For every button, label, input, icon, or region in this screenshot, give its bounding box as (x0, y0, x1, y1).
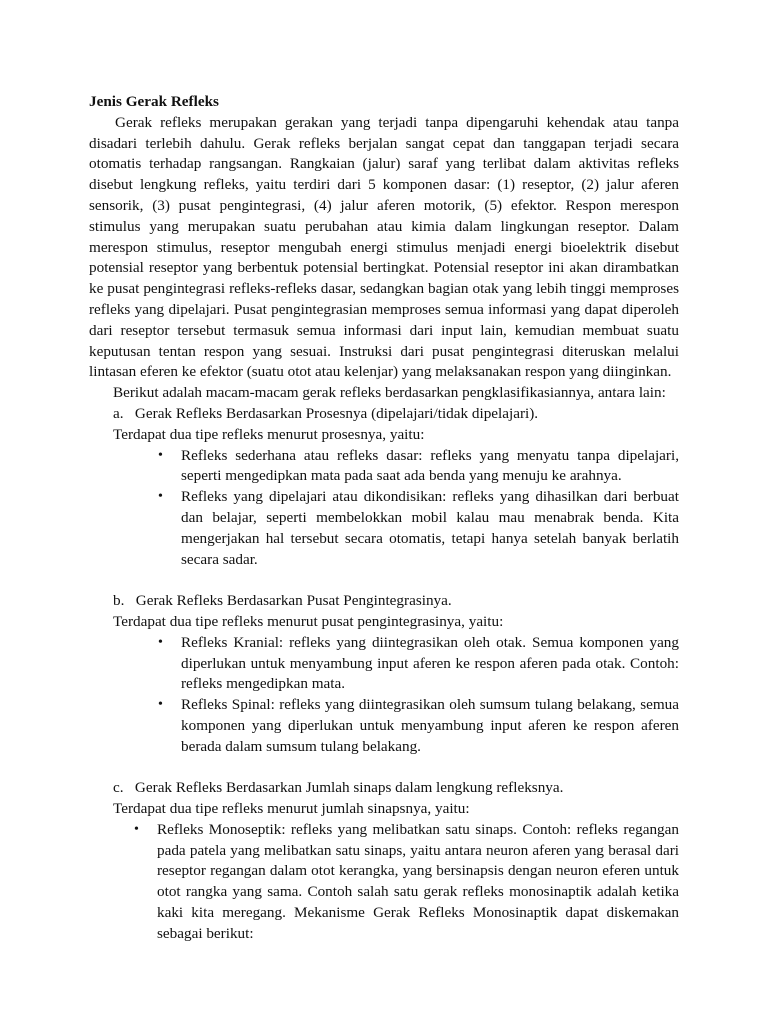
list-item (134, 820, 679, 945)
list-item-text: Refleks sederhana atau refleks dasar: refleks yang menyatu tanpa dipelajari, seperti mengedipkan mata pada saat ada benda yang menuju ke arahnya. (181, 446, 679, 485)
section-a-lead: Terdapat dua tipe refleks menurut prosesnya, yaitu: (113, 425, 425, 443)
page-title: Jenis Gerak Refleks (89, 93, 219, 110)
list-item (158, 487, 679, 570)
section-c-heading: c. Gerak Refleks Berdasarkan Jumlah sinaps dalam lengkung refleksnya. (113, 779, 564, 797)
list-item-text: Refleks Kranial: refleks yang diintegrasikan oleh otak. Semua komponen yang diperlukan untuk menyambung input aferen ke respon aferen pada otak. Contoh: refleks mengedipkan mata. (181, 633, 679, 693)
document-body (89, 92, 679, 945)
section-c-list (134, 820, 679, 945)
section-b-list (158, 633, 679, 758)
section-a-list (158, 446, 679, 571)
section-b-lead: Terdapat dua tipe refleks menurut pusat pengintegrasinya, yaitu: (113, 612, 504, 630)
bullet-icon: • (158, 447, 163, 463)
bullet-icon: • (158, 697, 163, 713)
list-item (158, 695, 679, 757)
section-c-lead: Terdapat dua tipe refleks menurut jumlah sinapsnya, yaitu: (113, 800, 470, 818)
bullet-icon: • (134, 821, 139, 837)
list-item-text: Refleks yang dipelajari atau dikondisikan: refleks yang dihasilkan dari berbuat dan belajar, seperti membelokkan mobil kalau mau menabrak benda. Kita mengerjakan hal tersebut secara otomatis, tetapi hanya setelah banyak berlatih secara sadar. (181, 488, 679, 568)
list-item (158, 446, 679, 488)
spacer (89, 570, 679, 591)
section-b-heading: b. Gerak Refleks Berdasarkan Pusat Pengintegrasinya. (113, 592, 452, 610)
spacer (89, 758, 679, 779)
list-item (158, 633, 679, 695)
section-a-heading: a. Gerak Refleks Berdasarkan Prosesnya (dipelajari/tidak dipelajari). (113, 404, 539, 422)
list-item-text: Refleks Monoseptik: refleks yang melibatkan satu sinaps. Contoh: refleks regangan pada patela yang melibatkan satu sinaps, yaitu antara neuron aferen yang berasal dari reseptor regangan dalam otot kerangka, yang bersinapsis dengan neuron eferen untuk otot rangka yang sama. Contoh salah satu gerak refleks monosinaptik adalah ketika kaki kita meregang. Mekanisme Gerak Refleks Monosinaptik dapat diskemakan sebagai berikut: (157, 820, 679, 942)
list-item-text: Refleks Spinal: refleks yang diintegrasikan oleh sumsum tulang belakang, semua komponen yang diperlukan untuk menyambung input aferen ke respon aferen berada dalam sumsum tulang belakang. (181, 696, 679, 755)
bullet-icon: • (158, 634, 163, 650)
bullet-icon: • (158, 489, 163, 505)
classification-intro: Berikut adalah macam-macam gerak refleks berdasarkan pengklasifikasiannya, antara lain: (113, 384, 666, 402)
intro-paragraph: Gerak refleks merupakan gerakan yang terjadi tanpa dipengaruhi kehendak atau tanpa disadari terlebih dahulu. Gerak refleks berjalan sangat cepat dan tanggapan terjadi secara otomatis terhadap rangsangan. Rangkaian (jalur) saraf yang terlibat dalam aktivitas refleks disebut lengkung refleks, yaitu terdiri dari 5 komponen dasar: (1) reseptor, (2) jalur aferen sensorik, (3) pusat pengintegrasi, (4) jalur aferen motorik, (5) efektor. Respon merespon stimulus yang merupakan suatu perubahan atau kimia dalam lingkungan reseptor. Dalam merespon stimulus, reseptor mengubah energi stimulus menjadi energi bioelektrik disebut potensial reseptor yang berbentuk potensial bertingkat. Potensial reseptor ini akan dirambatkan ke pusat pengintegrasi refleks-refleks dasar, sedangkan bagian otak yang lebih tinggi memproses refleks yang dipelajari. Pusat pengintegrasian memproses semua informasi yang dapat diperoleh dari reseptor tersebut termasuk semua informasi dari input lain, kemudian membuat suatu keputusan tentan respon yang sesuai. Instruksi dari pusat pengintegrasi diteruskan melalui lintasan eferen ke efektor (suatu otot atau kelenjar) yang melaksanakan respon yang diinginkan. (89, 113, 679, 381)
